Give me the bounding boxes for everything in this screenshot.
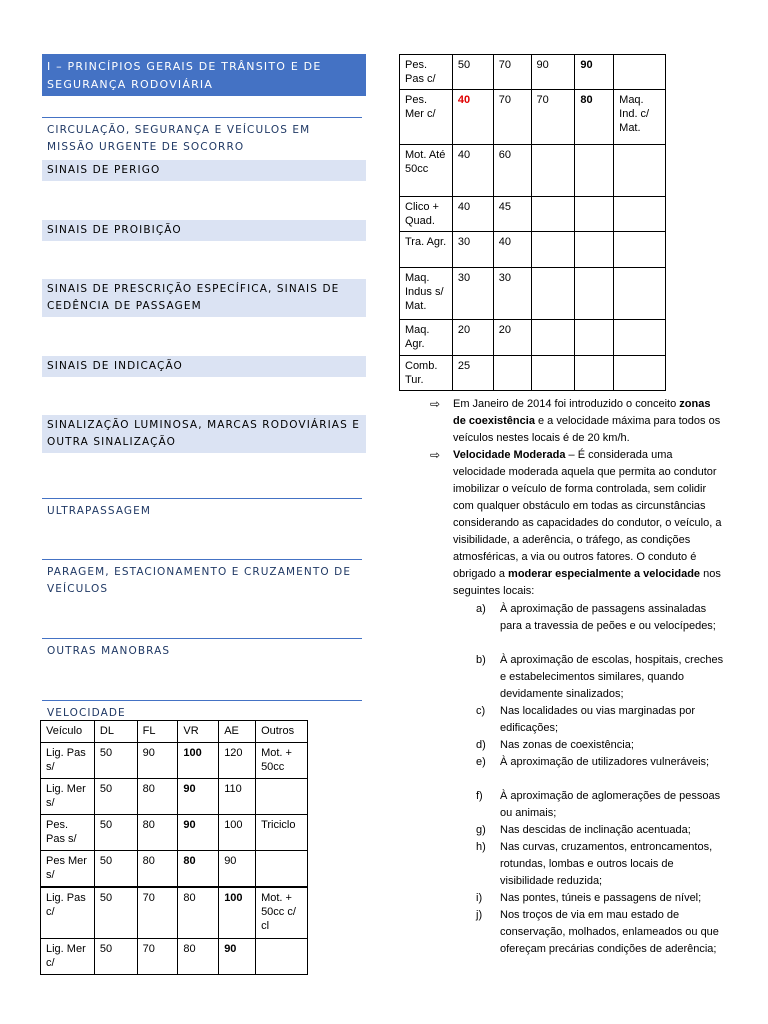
table-cell (575, 197, 614, 232)
table-cell (575, 268, 614, 320)
table-cell (493, 356, 531, 391)
table-cell (614, 232, 666, 268)
header-cell: VR (178, 721, 219, 743)
list-item-letter: f) (476, 790, 483, 802)
table-cell: 60 (493, 145, 531, 197)
table-row (400, 55, 666, 90)
text-run-bold: zonas de coexistência (453, 398, 711, 427)
table-cell: 70 (137, 887, 178, 939)
table-row (400, 268, 666, 320)
list-item: À aproximação de escolas, hospitais, creches e estabelecimentos similares, quando devidamente sinalizados; (500, 654, 724, 700)
table-cell: 70 (137, 939, 178, 975)
table-cell (531, 197, 575, 232)
arrow-bullet-icon: ⇨ (430, 397, 441, 411)
table-row (400, 320, 666, 356)
table-cell: Mot. Até 50cc (400, 145, 453, 197)
table-row (41, 939, 308, 975)
table-cell: 80 (178, 887, 219, 939)
text-run: Em Janeiro de 2014 foi introduzido o conceito (453, 398, 680, 410)
table-row (41, 779, 308, 815)
table-cell: Maq. Agr. (400, 320, 453, 356)
table-cell: 100 (219, 815, 256, 851)
table-cell: 70 (493, 55, 531, 90)
section-heading-sinalizacao-luminosa: SINALIZAÇÃO LUMINOSA, MARCAS RODOVIÁRIAS E OUTRA SINALIZAÇÃO (42, 415, 366, 453)
list-item-letter: e) (476, 756, 486, 768)
table-cell: Pes. Pas c/ (400, 55, 453, 90)
table-cell (256, 939, 308, 975)
table-cell (614, 356, 666, 391)
table-cell: 80 (178, 939, 219, 975)
table-cell: Pes. Mer c/ (400, 90, 453, 145)
table-cell: 80 (137, 779, 178, 815)
list-item-letter: h) (476, 841, 486, 853)
table-cell (614, 268, 666, 320)
table-cell (614, 55, 666, 90)
table-cell: 30 (493, 268, 531, 320)
table-row (41, 851, 308, 887)
header-cell: DL (94, 721, 137, 743)
table-cell: 90 (178, 779, 219, 815)
table-cell: 70 (493, 90, 531, 145)
table-cell: 100 (178, 743, 219, 779)
table-cell: Tra. Agr. (400, 232, 453, 268)
table-cell: Lig. Mer s/ (41, 779, 95, 815)
paragraph-zonas-coexistencia (453, 396, 725, 447)
list-item-letter: b) (476, 654, 486, 666)
table-row (400, 356, 666, 391)
table-cell-highlight: 40 (452, 90, 493, 145)
header-cell: AE (219, 721, 256, 743)
table-row (400, 232, 666, 268)
table-cell: Lig. Pas s/ (41, 743, 95, 779)
table-cell: 110 (219, 779, 256, 815)
table-cell: 50 (94, 743, 137, 779)
table-cell (575, 232, 614, 268)
header-cell: FL (137, 721, 178, 743)
table-cell: 30 (452, 268, 493, 320)
table-row (41, 887, 308, 939)
table-row (41, 815, 308, 851)
table-cell: 90 (219, 851, 256, 887)
table-cell: Pes Mer s/ (41, 851, 95, 887)
table-cell: 40 (452, 145, 493, 197)
text-run: nos seguintes locais: (453, 568, 721, 597)
table-cell: 120 (219, 743, 256, 779)
table-cell (575, 320, 614, 356)
list-item: À aproximação de utilizadores vulneráveis; (500, 756, 710, 768)
list-item: À aproximação de passagens assinaladas para a travessia de peões e ou velocípedes; (500, 603, 716, 632)
table-cell: 20 (493, 320, 531, 356)
table-cell: 25 (452, 356, 493, 391)
list-item: Nas descidas de inclinação acentuada; (500, 824, 691, 836)
text-run-bold: Velocidade Moderada (453, 449, 566, 461)
section-heading-circulacao: CIRCULAÇÃO, SEGURANÇA E VEÍCULOS EM MISSÃO URGENTE DE SOCORRO (42, 117, 362, 156)
table-cell (531, 356, 575, 391)
table-cell: 90 (137, 743, 178, 779)
table-cell: 90 (178, 815, 219, 851)
table-cell: 50 (94, 851, 137, 887)
table-cell: 90 (531, 55, 575, 90)
section-heading-velocidade: VELOCIDADE (42, 700, 362, 722)
table-cell (531, 145, 575, 197)
table-cell: 40 (493, 232, 531, 268)
table-cell (531, 232, 575, 268)
table-cell: Lig. Pas c/ (41, 887, 95, 939)
table-cell: Mot. + 50cc (256, 743, 308, 779)
section-heading-paragem: PARAGEM, ESTACIONAMENTO E CRUZAMENTO DE VEÍCULOS (42, 559, 362, 598)
paragraph-velocidade-moderada (453, 447, 725, 600)
table-cell: 40 (452, 197, 493, 232)
table-cell (614, 145, 666, 197)
table-cell (531, 268, 575, 320)
table-cell: 50 (94, 939, 137, 975)
table-cell: Maq. Indus s/ Mat. (400, 268, 453, 320)
list-item-letter: d) (476, 739, 486, 751)
table-cell: 80 (137, 815, 178, 851)
table-cell: 50 (94, 815, 137, 851)
list-item-letter: c) (476, 705, 486, 717)
table-cell: Mot. + 50cc c/ cl (256, 887, 308, 939)
table-cell: 50 (94, 887, 137, 939)
table-row (41, 743, 308, 779)
table-cell: Lig. Mer c/ (41, 939, 95, 975)
table-row (400, 90, 666, 145)
table-cell (575, 356, 614, 391)
table-cell: 30 (452, 232, 493, 268)
table-row (400, 197, 666, 232)
table-cell: 100 (219, 887, 256, 939)
section-heading-sinais-prescricao: SINAIS DE PRESCRIÇÃO ESPECÍFICA, SINAIS DE CEDÊNCIA DE PASSAGEM (42, 279, 366, 317)
text-run: e a velocidade máxima para todos os veículos nestes locais é de 20 km/h. (453, 415, 721, 444)
list-item: Nas pontes, túneis e passagens de nível; (500, 892, 702, 904)
section-heading-sinais-proibicao: SINAIS DE PROIBIÇÃO (42, 220, 366, 241)
list-item: Nas curvas, cruzamentos, entroncamentos, rotundas, lombas e outros locais de visibilidade reduzida; (500, 841, 713, 887)
list-item-letter: g) (476, 824, 486, 836)
table-header-row (41, 721, 308, 743)
list-item-letter: j) (476, 909, 483, 921)
speed-limits-table-heavy-vehicles (399, 54, 666, 391)
table-cell: 20 (452, 320, 493, 356)
table-cell: 50 (452, 55, 493, 90)
header-cell: Outros (256, 721, 308, 743)
table-cell: 80 (575, 90, 614, 145)
table-cell (256, 851, 308, 887)
table-cell: 70 (531, 90, 575, 145)
table-cell (614, 197, 666, 232)
section-heading-outras-manobras: OUTRAS MANOBRAS (42, 638, 362, 660)
section-heading-sinais-indicacao: SINAIS DE INDICAÇÃO (42, 356, 366, 377)
table-cell: Comb. Tur. (400, 356, 453, 391)
text-run-bold: moderar especialmente a velocidade (508, 568, 701, 580)
table-cell: 45 (493, 197, 531, 232)
list-item: Nas localidades ou vias marginadas por edificações; (500, 705, 696, 734)
section-heading-sinais-perigo: SINAIS DE PERIGO (42, 160, 366, 181)
list-item-letter: a) (476, 603, 486, 615)
table-cell: 50 (94, 779, 137, 815)
header-cell: Veículo (41, 721, 95, 743)
speed-limits-table-light-vehicles (40, 720, 308, 975)
table-cell: 80 (178, 851, 219, 887)
table-cell: 90 (575, 55, 614, 90)
main-heading: I – PRINCÍPIOS GERAIS DE TRÂNSITO E DE SEGURANÇA RODOVIÁRIA (42, 54, 366, 96)
arrow-bullet-icon: ⇨ (430, 448, 441, 462)
list-item: Nos troços de via em mau estado de conservação, molhados, enlameados ou que ofereçam precárias condições de aderência; (500, 909, 719, 955)
table-cell: 80 (137, 851, 178, 887)
table-cell: Triciclo (256, 815, 308, 851)
table-row (400, 145, 666, 197)
table-cell: Maq. Ind. c/ Mat. (614, 90, 666, 145)
section-heading-ultrapassagem: ULTRAPASSAGEM (42, 498, 362, 520)
list-item: À aproximação de aglomerações de pessoas ou animais; (500, 790, 721, 819)
table-cell (256, 779, 308, 815)
list-item: Nas zonas de coexistência; (500, 739, 634, 751)
table-cell: Clico + Quad. (400, 197, 453, 232)
table-cell (575, 145, 614, 197)
table-cell (531, 320, 575, 356)
table-cell: 90 (219, 939, 256, 975)
table-cell (614, 320, 666, 356)
list-item-letter: i) (476, 892, 483, 904)
text-run: – É considerada uma velocidade moderada aquela que permita ao condutor imobilizar o veículo de forma controlada, sem colidir com qualquer obstáculo em todas as circunstâncias considerando as capacidades do condutor, o veículo, a visibilidade, a aderência, o tráfego, as condições atmosféricas, a via ou outros fatores. O conduto é obrigado a (453, 449, 722, 580)
table-cell: Pes. Pas s/ (41, 815, 95, 851)
